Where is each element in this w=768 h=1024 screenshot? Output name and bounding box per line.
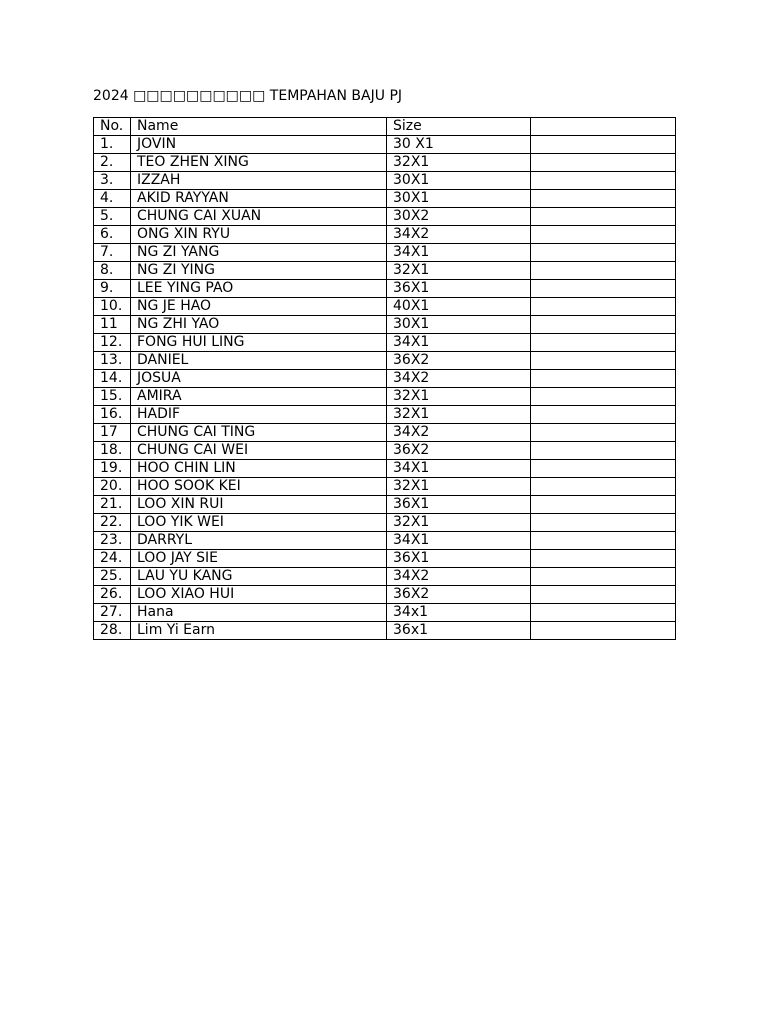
table-row: [94, 280, 676, 298]
cell-name: Lim Yi Earn: [131, 622, 387, 640]
cell-name: TEO ZHEN XING: [131, 154, 387, 172]
cell-no: 8.: [94, 262, 131, 280]
table-row: [94, 550, 676, 568]
cell-extra: [531, 208, 676, 226]
cell-size: 30X1: [387, 316, 531, 334]
cell-name: LOO XIAO HUI: [131, 586, 387, 604]
cell-extra: [531, 244, 676, 262]
cell-name: LAU YU KANG: [131, 568, 387, 586]
cell-size: 40X1: [387, 298, 531, 316]
table-row: [94, 208, 676, 226]
order-table-body: [94, 118, 676, 640]
table-row: [94, 604, 676, 622]
cell-name: CHUNG CAI XUAN: [131, 208, 387, 226]
header-no: No.: [94, 118, 131, 136]
cell-name: JOVIN: [131, 136, 387, 154]
cell-no: 11: [94, 316, 131, 334]
cell-name: AMIRA: [131, 388, 387, 406]
cell-name: JOSUA: [131, 370, 387, 388]
cell-extra: [531, 586, 676, 604]
cell-size: 36X2: [387, 352, 531, 370]
cell-no: 1.: [94, 136, 131, 154]
header-name: Name: [131, 118, 387, 136]
cell-size: 36X2: [387, 442, 531, 460]
cell-name: CHUNG CAI WEI: [131, 442, 387, 460]
cell-no: 25.: [94, 568, 131, 586]
cell-no: 28.: [94, 622, 131, 640]
cell-extra: [531, 298, 676, 316]
cell-no: 14.: [94, 370, 131, 388]
cell-name: ONG XIN RYU: [131, 226, 387, 244]
cell-size: 34X2: [387, 226, 531, 244]
table-row: [94, 514, 676, 532]
cell-no: 15.: [94, 388, 131, 406]
cell-name: LOO JAY SIE: [131, 550, 387, 568]
cell-size: 34X2: [387, 424, 531, 442]
cell-size: 34X1: [387, 532, 531, 550]
cell-name: NG ZI YING: [131, 262, 387, 280]
cell-size: 34X1: [387, 334, 531, 352]
table-row: [94, 586, 676, 604]
cell-extra: [531, 334, 676, 352]
cell-extra: [531, 154, 676, 172]
cell-extra: [531, 514, 676, 532]
table-row: [94, 424, 676, 442]
table-row: [94, 406, 676, 424]
cell-size: 30X2: [387, 208, 531, 226]
table-row: [94, 388, 676, 406]
table-row: [94, 190, 676, 208]
table-row: [94, 226, 676, 244]
cell-size: 30 X1: [387, 136, 531, 154]
cell-no: 5.: [94, 208, 131, 226]
cell-extra: [531, 568, 676, 586]
cell-extra: [531, 388, 676, 406]
cell-no: 18.: [94, 442, 131, 460]
order-table: [93, 117, 676, 640]
cell-name: NG ZHI YAO: [131, 316, 387, 334]
cell-extra: [531, 352, 676, 370]
cell-size: 36X1: [387, 550, 531, 568]
cell-name: CHUNG CAI TING: [131, 424, 387, 442]
table-row: [94, 136, 676, 154]
table-row: [94, 460, 676, 478]
table-row: [94, 442, 676, 460]
table-row: [94, 496, 676, 514]
cell-extra: [531, 280, 676, 298]
cell-no: 7.: [94, 244, 131, 262]
cell-extra: [531, 478, 676, 496]
cell-extra: [531, 460, 676, 478]
cell-extra: [531, 622, 676, 640]
cell-no: 22.: [94, 514, 131, 532]
table-row: [94, 244, 676, 262]
cell-no: 21.: [94, 496, 131, 514]
cell-extra: [531, 442, 676, 460]
cell-extra: [531, 316, 676, 334]
cell-no: 10.: [94, 298, 131, 316]
cell-name: Hana: [131, 604, 387, 622]
cell-name: DANIEL: [131, 352, 387, 370]
cell-size: 34X2: [387, 568, 531, 586]
cell-extra: [531, 370, 676, 388]
cell-size: 32X1: [387, 478, 531, 496]
cell-name: NG ZI YANG: [131, 244, 387, 262]
cell-size: 32X1: [387, 154, 531, 172]
cell-no: 17: [94, 424, 131, 442]
cell-name: LOO YIK WEI: [131, 514, 387, 532]
cell-size: 32X1: [387, 388, 531, 406]
cell-no: 9.: [94, 280, 131, 298]
cell-extra: [531, 496, 676, 514]
cell-size: 36x1: [387, 622, 531, 640]
cell-size: 32X1: [387, 514, 531, 532]
table-row: [94, 352, 676, 370]
cell-extra: [531, 172, 676, 190]
cell-name: LEE YING PAO: [131, 280, 387, 298]
cell-name: DARRYL: [131, 532, 387, 550]
table-row: [94, 334, 676, 352]
header-extra: [531, 118, 676, 136]
cell-name: HOO SOOK KEI: [131, 478, 387, 496]
cell-no: 4.: [94, 190, 131, 208]
cell-size: 30X1: [387, 172, 531, 190]
cell-size: 36X1: [387, 280, 531, 298]
cell-no: 6.: [94, 226, 131, 244]
cell-extra: [531, 532, 676, 550]
cell-name: HADIF: [131, 406, 387, 424]
table-row: [94, 478, 676, 496]
cell-name: NG JE HAO: [131, 298, 387, 316]
table-row: [94, 172, 676, 190]
table-row: [94, 154, 676, 172]
cell-size: 36X1: [387, 496, 531, 514]
cell-no: 27.: [94, 604, 131, 622]
cell-no: 12.: [94, 334, 131, 352]
cell-extra: [531, 424, 676, 442]
cell-size: 32X1: [387, 406, 531, 424]
table-row: [94, 316, 676, 334]
table-row: [94, 370, 676, 388]
cell-extra: [531, 226, 676, 244]
cell-no: 13.: [94, 352, 131, 370]
cell-no: 23.: [94, 532, 131, 550]
cell-no: 24.: [94, 550, 131, 568]
cell-no: 16.: [94, 406, 131, 424]
cell-name: LOO XIN RUI: [131, 496, 387, 514]
cell-extra: [531, 406, 676, 424]
cell-size: 30X1: [387, 190, 531, 208]
cell-no: 19.: [94, 460, 131, 478]
cell-extra: [531, 604, 676, 622]
header-size: Size: [387, 118, 531, 136]
table-row: [94, 568, 676, 586]
cell-size: 34X1: [387, 460, 531, 478]
cell-no: 20.: [94, 478, 131, 496]
cell-size: 36X2: [387, 586, 531, 604]
cell-extra: [531, 262, 676, 280]
table-row: [94, 298, 676, 316]
cell-no: 2.: [94, 154, 131, 172]
cell-extra: [531, 136, 676, 154]
cell-no: 26.: [94, 586, 131, 604]
cell-extra: [531, 190, 676, 208]
table-row: [94, 262, 676, 280]
cell-size: 34x1: [387, 604, 531, 622]
cell-size: 32X1: [387, 262, 531, 280]
cell-name: FONG HUI LING: [131, 334, 387, 352]
cell-size: 34X1: [387, 244, 531, 262]
cell-extra: [531, 550, 676, 568]
cell-no: 3.: [94, 172, 131, 190]
cell-size: 34X2: [387, 370, 531, 388]
table-row: [94, 532, 676, 550]
cell-name: HOO CHIN LIN: [131, 460, 387, 478]
table-header-row: [94, 118, 676, 136]
table-row: [94, 622, 676, 640]
cell-name: IZZAH: [131, 172, 387, 190]
document-title: 2024 □□□□□□□□□□ TEMPAHAN BAJU PJ: [93, 88, 403, 104]
cell-name: AKID RAYYAN: [131, 190, 387, 208]
